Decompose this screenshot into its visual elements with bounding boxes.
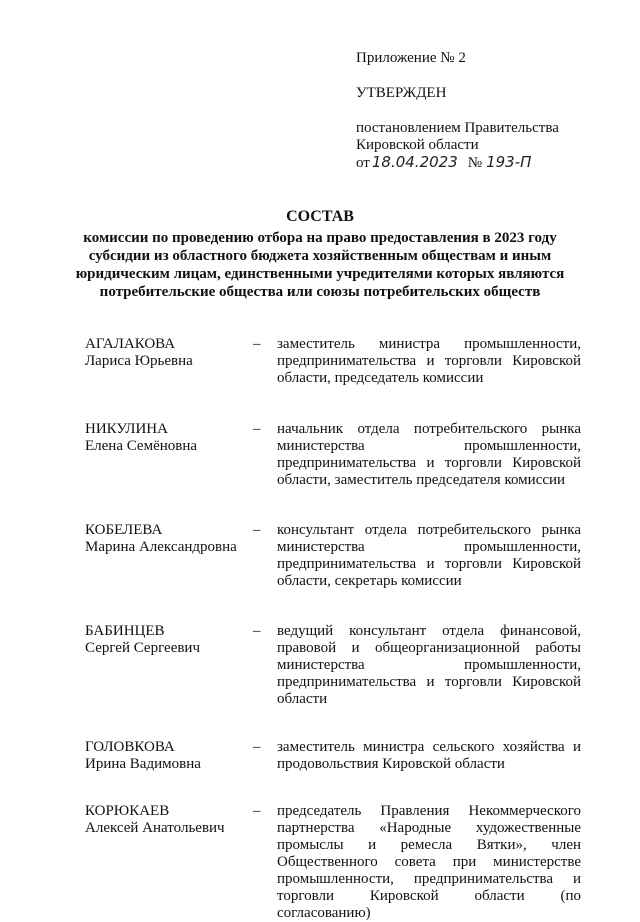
member-given-name: Марина Александровна xyxy=(85,539,237,555)
member-name xyxy=(85,336,253,370)
member-dash: – xyxy=(253,623,261,639)
member-given-name: Ирина Вадимовна xyxy=(85,756,201,772)
date-number-line xyxy=(356,154,596,172)
member-name xyxy=(85,739,253,773)
title-line-3: юридическим лицам, единственными учредителями которых являются xyxy=(75,266,565,282)
member-name xyxy=(85,623,253,657)
member-dash: – xyxy=(253,739,261,755)
member-surname: БАБИНЦЕВ xyxy=(85,623,165,639)
approval-block xyxy=(356,50,596,172)
document-title xyxy=(70,208,570,301)
member-dash: – xyxy=(253,421,261,437)
member-surname: АГАЛАКОВА xyxy=(85,336,176,352)
member-role: заместитель министра сельского хозяйства и продовольствия Кировской области xyxy=(277,739,581,772)
members-list xyxy=(85,336,585,922)
decree-line-1: постановлением Правительства xyxy=(356,120,559,136)
member-surname: КОРЮКАЕВ xyxy=(85,803,170,819)
date-prefix: от xyxy=(356,155,370,171)
title-line-2: субсидии из областного бюджета хозяйственным обществам и иным xyxy=(88,248,552,264)
handwritten-number: 193-П xyxy=(486,153,532,171)
member-given-name: Елена Семёновна xyxy=(85,438,198,454)
member-dash: – xyxy=(253,336,261,352)
member-given-name: Лариса Юрьевна xyxy=(85,353,193,369)
member-surname: НИКУЛИНА xyxy=(85,421,168,437)
member-row xyxy=(85,623,585,708)
member-given-name: Алексей Анатольевич xyxy=(85,820,225,836)
approved-label: УТВЕРЖДЕН xyxy=(356,85,447,101)
member-role: консультант отдела потребительского рынка министерства промышленности, предпринимательства и торговли Кировской области, секретарь комиссии xyxy=(277,522,581,589)
member-dash: – xyxy=(253,803,261,819)
title-line-1: комиссии по проведению отбора на право предоставления в 2023 году xyxy=(83,230,557,246)
member-given-name: Сергей Сергеевич xyxy=(85,640,201,656)
member-surname: КОБЕЛЕВА xyxy=(85,522,163,538)
decree-line-2: Кировской области xyxy=(356,137,479,153)
member-name xyxy=(85,421,253,455)
member-dash: – xyxy=(253,522,261,538)
number-prefix: № xyxy=(467,155,483,171)
member-surname: ГОЛОВКОВА xyxy=(85,739,175,755)
member-name xyxy=(85,803,253,837)
appendix-label: Приложение № 2 xyxy=(356,50,466,66)
member-role: заместитель министра промышленности, предпринимательства и торговли Кировской области, председатель комиссии xyxy=(277,336,581,386)
member-role: председатель Правления Некоммерческого партнерства «Народные художественные промыслы и ремесла Вятки», член Общественного совета при министерстве промышленности, предпринимательства и торговли Кировской области (по согласованию) xyxy=(277,803,581,921)
title-main: СОСТАВ xyxy=(286,208,354,225)
title-line-4: потребительские общества или союзы потребительских обществ xyxy=(99,284,541,300)
member-role: начальник отдела потребительского рынка министерства промышленности, предпринимательства и торговли Кировской области, заместитель председателя комиссии xyxy=(277,421,581,488)
member-row xyxy=(85,522,585,590)
member-row xyxy=(85,421,585,489)
member-row xyxy=(85,336,585,387)
member-name xyxy=(85,522,253,556)
member-row xyxy=(85,803,585,922)
handwritten-date: 18.04.2023 xyxy=(371,153,458,171)
member-role: ведущий консультант отдела финансовой, правовой и общеорганизационной работы министерства промышленности, предпринимательства и торговли Кировской области xyxy=(277,623,581,707)
member-row xyxy=(85,739,585,773)
